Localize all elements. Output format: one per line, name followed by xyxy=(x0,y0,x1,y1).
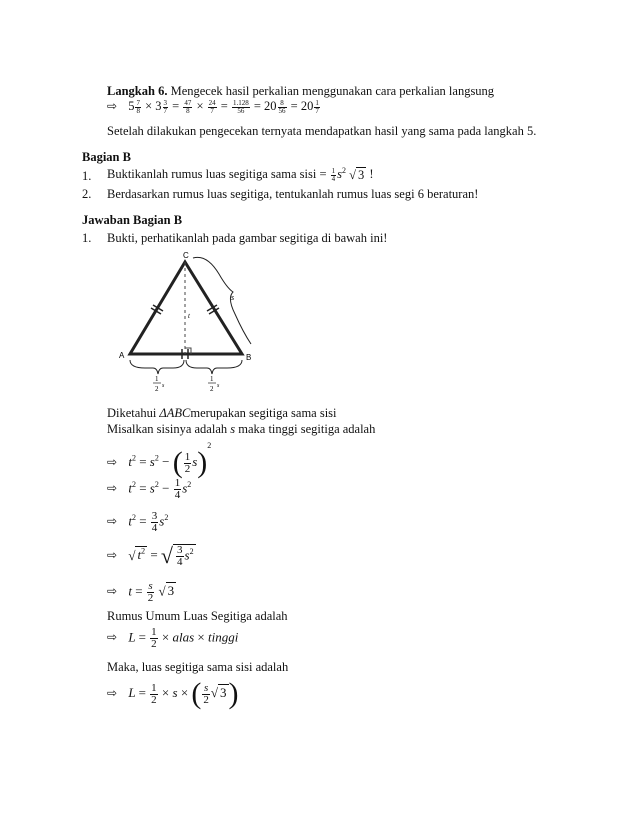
equals-sign: = xyxy=(253,99,261,113)
equation-3: ⇨ $t^2$ = $\frac{3}{4}$ $s^2$ xyxy=(107,510,169,534)
calc-frac: $\frac{3}{7}$ xyxy=(163,98,167,115)
vertex-b-label: B xyxy=(246,353,252,362)
side-brace xyxy=(193,257,251,344)
answer-1-text: Bukti, perhatikanlah pada gambar segitiga di bawah ini! xyxy=(107,231,388,245)
known-pre: Diketahui xyxy=(107,406,157,420)
known-post: merupakan segitiga sama sisi xyxy=(190,406,337,420)
answer-1-number: 1. xyxy=(82,231,92,245)
vertex-a-label: A xyxy=(119,351,125,360)
question-2-text: Berdasarkan rumus luas segitiga, tentukanlah rumus luas segi 6 beraturan! xyxy=(107,187,479,201)
calc-frac: $\frac{1.128}{56}$ xyxy=(232,98,249,115)
bagianB-heading: Bagian B xyxy=(82,150,131,164)
arrow-icon: ⇨ xyxy=(107,455,118,469)
half-label-num: 1 xyxy=(210,375,214,383)
calc-whole: 5 xyxy=(128,99,135,113)
calc-frac: $\frac{7}{8}$ xyxy=(136,98,140,115)
quarter-fraction: $\frac{1}{4}$ xyxy=(331,166,336,183)
langkah6-line xyxy=(107,84,494,99)
times-sign: × xyxy=(196,99,204,113)
sqrt-3: √ 3 xyxy=(349,168,365,183)
calc-frac: $\frac{8}{56}$ xyxy=(278,98,286,115)
half-brace-left xyxy=(130,360,184,374)
jawaban-heading: Jawaban Bagian B xyxy=(82,213,183,227)
times-sign: × xyxy=(145,99,153,113)
question-1-number: 1. xyxy=(82,169,92,183)
equals-sign: = xyxy=(290,99,298,113)
var-s: s xyxy=(230,422,236,436)
arrow-icon: ⇨ xyxy=(107,630,118,645)
height-t-label: t xyxy=(188,312,190,320)
langkah6-conclusion: Setelah dilakukan pengecekan ternyata mendapatkan hasil yang sama pada langkah 5. xyxy=(107,124,537,138)
var-s: s xyxy=(337,167,343,182)
calc-frac: $\frac{1}{7}$ xyxy=(315,98,319,115)
arrow-icon: ⇨ xyxy=(107,547,118,562)
half-label-den: 2 xyxy=(155,385,159,393)
half-label-num: 1 xyxy=(155,375,159,383)
question-2-number: 2. xyxy=(82,187,92,201)
side-s-label: s xyxy=(231,293,235,302)
calc-whole: 20 xyxy=(300,99,314,113)
equals-sign: = xyxy=(319,167,327,182)
calc-whole: 20 xyxy=(264,99,277,113)
question-1-text: Buktikanlah rumus luas segitiga sama sisi xyxy=(107,167,317,182)
half-label-s: s xyxy=(162,383,165,389)
equation-5: ⇨ t = $\frac{s}{2}$ √ 3 xyxy=(107,580,175,604)
langkah6-calc xyxy=(107,99,321,115)
arrow-icon: ⇨ xyxy=(107,99,118,113)
maka-text: Maka, luas segitiga sama sisi adalah xyxy=(107,660,289,674)
half-label-den: 2 xyxy=(210,385,214,393)
equation-7: ⇨ L = $\frac{1}{2}$ × s × ( $\frac{s}{2}$ √ 3) xyxy=(107,677,239,710)
suppose-post: maka tinggi segitiga adalah xyxy=(238,422,376,436)
vertex-c-label: C xyxy=(183,251,189,260)
equation-4: ⇨ √ $t^2$ = √ $\frac{3}{4}$ $s^2$ xyxy=(107,543,194,568)
rumus-umum-text: Rumus Umum Luas Segitiga adalah xyxy=(107,609,288,623)
exclamation: ! xyxy=(369,167,374,182)
equation-2: ⇨ $t^2 = s^2$ − $\frac{1}{4}$ $s^2$ xyxy=(107,477,192,501)
equation-1: ⇨ $t^2 = s^2$ − ( $\frac{1}{2}$ s)$^2$ xyxy=(107,441,212,480)
equals-sign: = xyxy=(172,99,180,113)
exponent: 2 xyxy=(342,166,347,175)
calc-frac: $\frac{47}{8}$ xyxy=(184,98,192,115)
half-brace-right xyxy=(186,360,242,374)
suppose-pre: Misalkan sisinya adalah xyxy=(107,422,228,436)
calc-whole: 3 xyxy=(155,99,162,113)
arrow-icon: ⇨ xyxy=(107,685,118,700)
langkah6-title: Langkah 6. xyxy=(107,84,168,98)
question-1 xyxy=(107,166,374,183)
triangle-abc xyxy=(130,262,242,354)
known-line xyxy=(107,406,337,421)
triangle-symbol: ΔABC xyxy=(159,406,191,420)
calc-frac: $\frac{24}{7}$ xyxy=(208,98,216,115)
arrow-icon: ⇨ xyxy=(107,514,118,529)
equation-6: ⇨ L = $\frac{1}{2}$ × alas × tinggi xyxy=(107,626,239,650)
suppose-line xyxy=(107,422,375,437)
equals-sign: = xyxy=(220,99,228,113)
triangle-figure xyxy=(115,248,275,398)
arrow-icon: ⇨ xyxy=(107,481,118,496)
langkah6-text: Mengecek hasil perkalian menggunakan cara perkalian langsung xyxy=(170,84,495,98)
arrow-icon: ⇨ xyxy=(107,584,118,599)
half-label-s: s xyxy=(217,383,220,389)
